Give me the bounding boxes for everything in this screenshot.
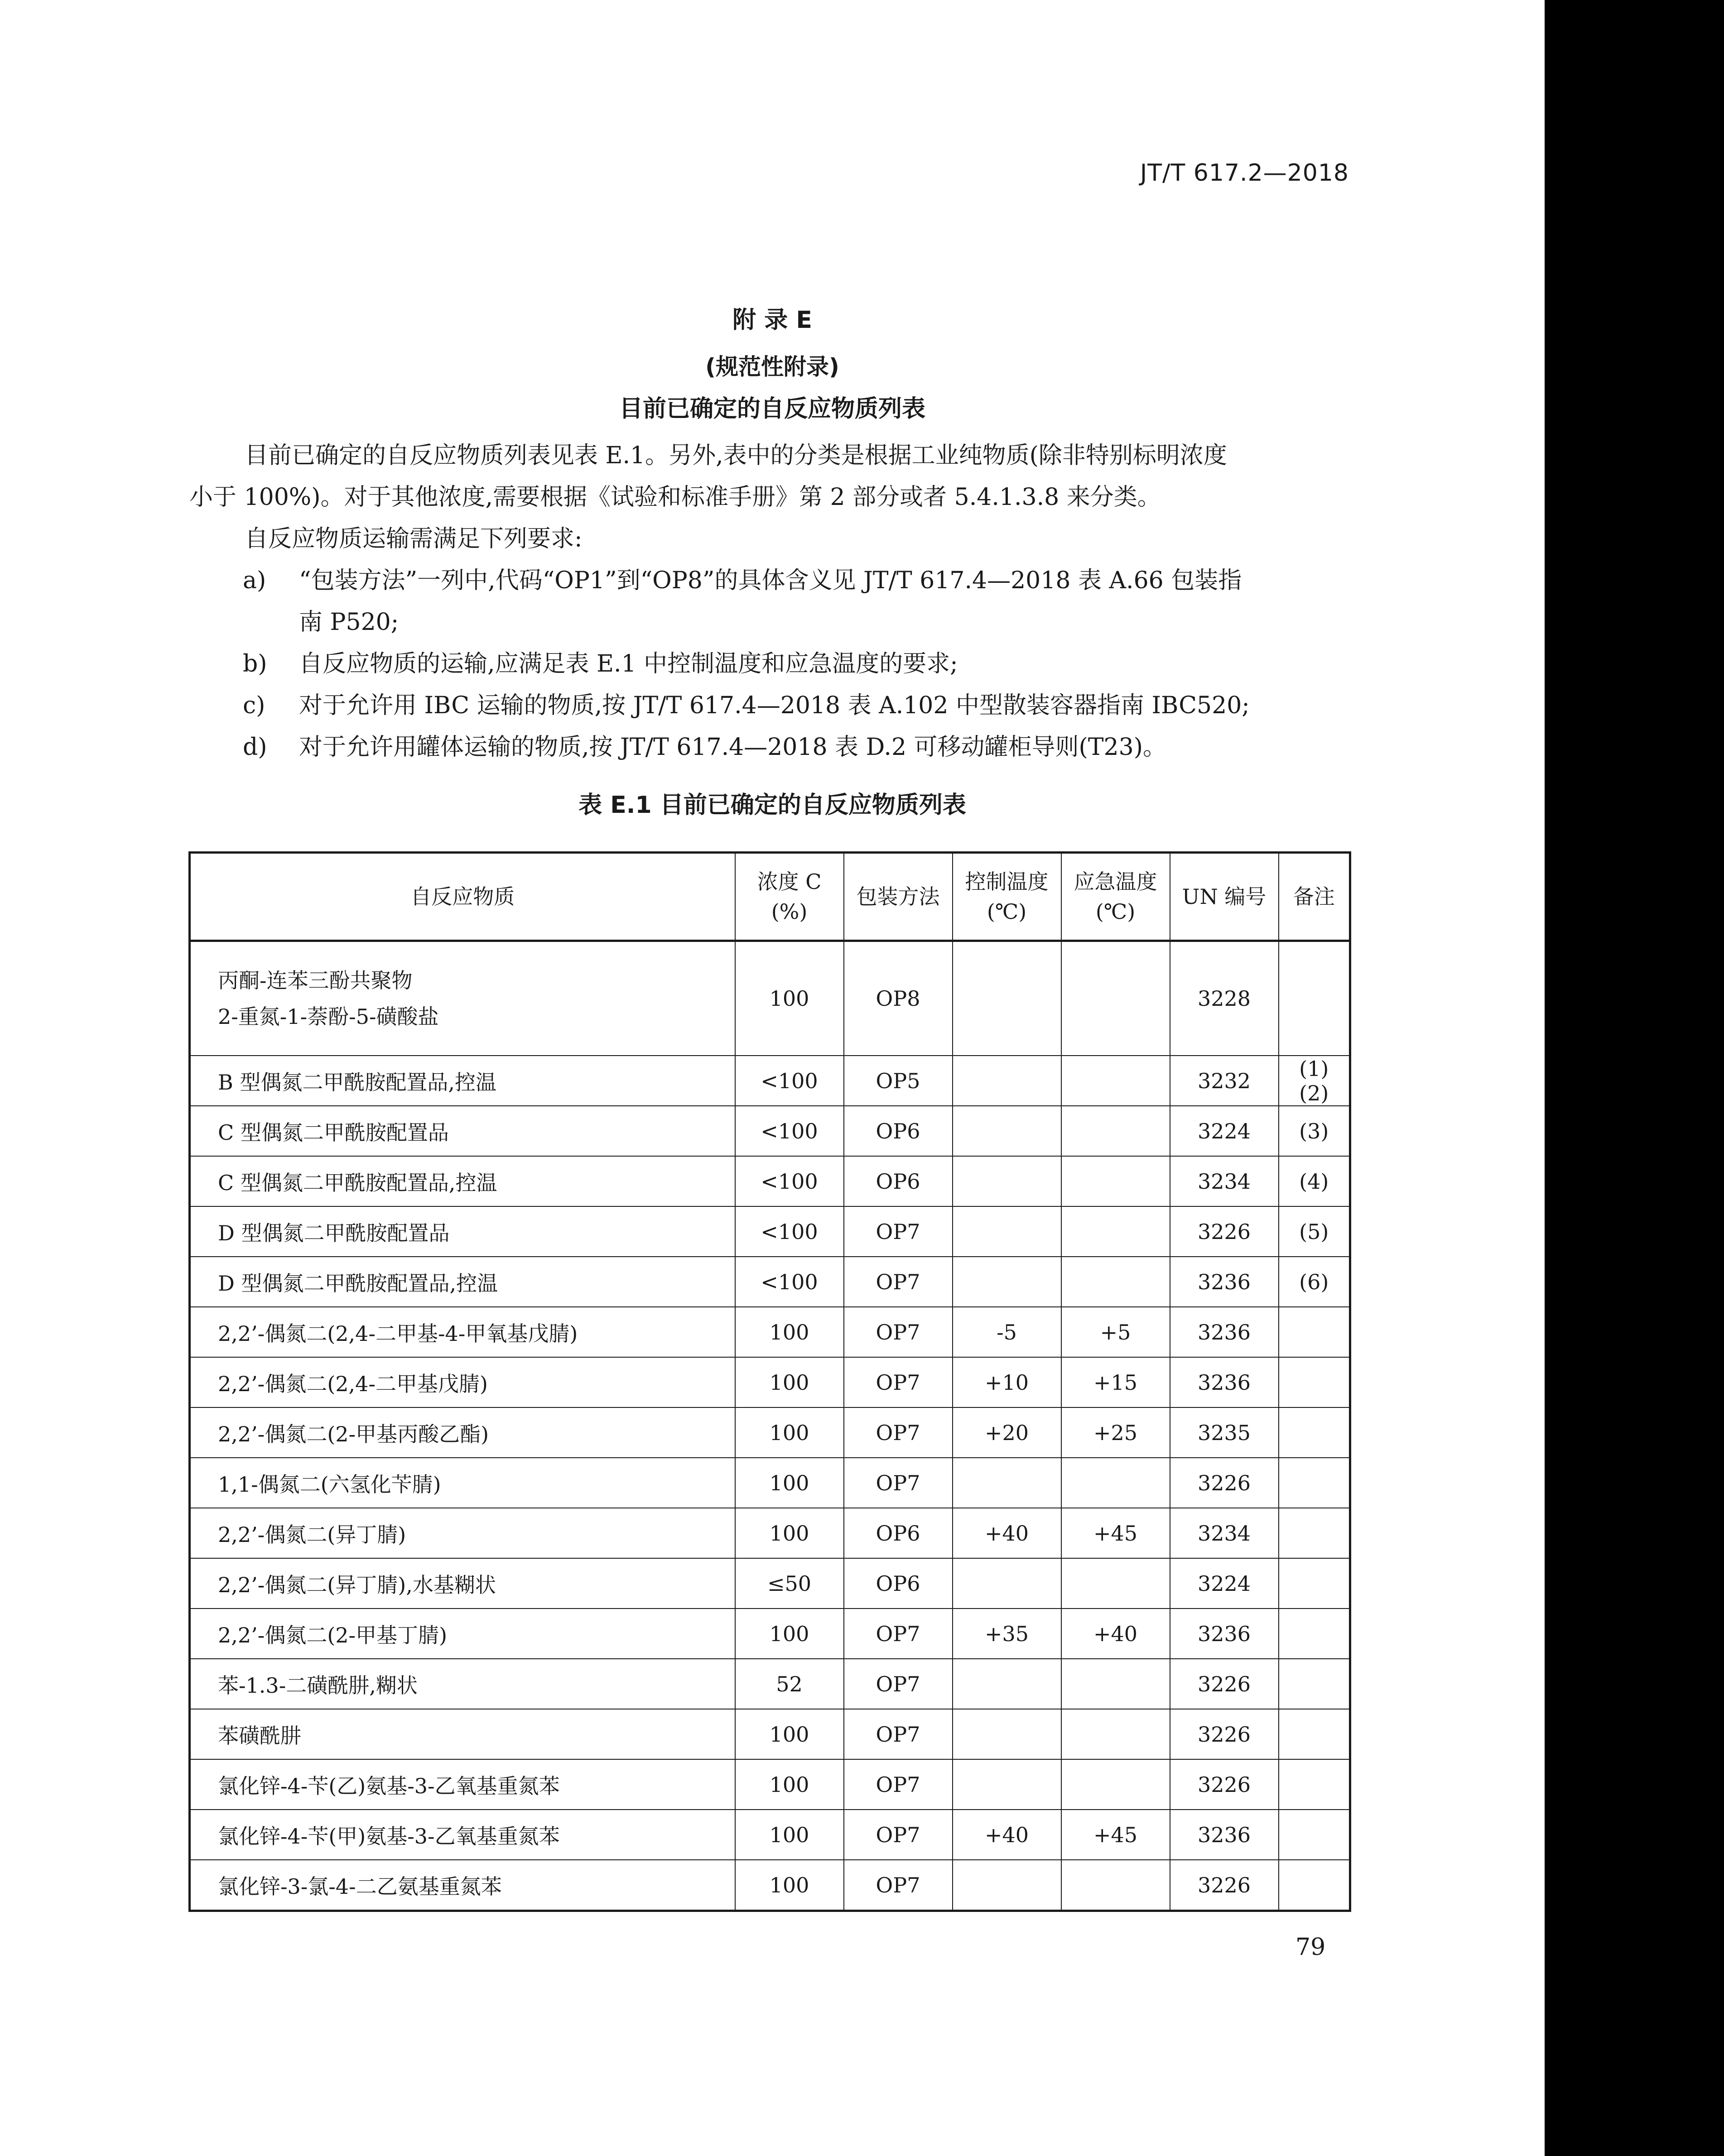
cell-remarks xyxy=(1279,1407,1350,1458)
cell-control-temp: +10 xyxy=(953,1357,1061,1407)
cell-control-temp xyxy=(953,941,1061,1056)
cell-concentration: 100 xyxy=(735,1458,844,1508)
cell-substance xyxy=(190,1709,735,1759)
table-row xyxy=(190,1810,1350,1860)
cell-control-temp: +35 xyxy=(953,1609,1061,1659)
cell-control-temp: +40 xyxy=(953,1508,1061,1558)
cell-substance xyxy=(190,1609,735,1659)
cell-substance xyxy=(190,1156,735,1206)
substance-name-line: 2-重氮-1-萘酚-5-磺酸盐 xyxy=(218,1004,439,1029)
cell-un-number: 3224 xyxy=(1170,1558,1279,1609)
cell-control-temp: -5 xyxy=(953,1307,1061,1357)
table-row xyxy=(190,1106,1350,1156)
table-row xyxy=(190,1056,1350,1106)
cell-emergency-temp xyxy=(1061,1659,1170,1709)
table-row xyxy=(190,1609,1350,1659)
cell-control-temp xyxy=(953,1659,1061,1709)
cell-substance xyxy=(190,1257,735,1307)
table-row xyxy=(190,1156,1350,1206)
cell-un-number: 3236 xyxy=(1170,1257,1279,1307)
cell-concentration: 100 xyxy=(735,941,844,1056)
cell-packing-method: OP7 xyxy=(844,1860,953,1911)
cell-emergency-temp xyxy=(1061,1458,1170,1508)
substance-name-line: 氯化锌-4-苄(乙)氨基-3-乙氧基重氮苯 xyxy=(218,1773,560,1798)
cell-substance xyxy=(190,1759,735,1810)
cell-emergency-temp xyxy=(1061,1206,1170,1257)
cell-emergency-temp xyxy=(1061,1257,1170,1307)
substance-name-line: 2,2’-偶氮二(异丁腈) xyxy=(218,1522,406,1547)
cell-substance xyxy=(190,1206,735,1257)
table-row xyxy=(190,1860,1350,1911)
cell-control-temp xyxy=(953,1056,1061,1106)
table-row xyxy=(190,1206,1350,1257)
cell-concentration: 100 xyxy=(735,1609,844,1659)
table-row xyxy=(190,1759,1350,1810)
cell-remarks: (1)(2) xyxy=(1279,1056,1350,1106)
substance-name-line: 1,1-偶氮二(六氢化苄腈) xyxy=(218,1472,441,1497)
table-row xyxy=(190,1558,1350,1609)
table-row xyxy=(190,1458,1350,1508)
cell-emergency-temp: +45 xyxy=(1061,1810,1170,1860)
cell-emergency-temp xyxy=(1061,1709,1170,1759)
cell-remarks xyxy=(1279,1609,1350,1659)
cell-remarks: (3) xyxy=(1279,1106,1350,1156)
cell-control-temp: +40 xyxy=(953,1810,1061,1860)
cell-emergency-temp xyxy=(1061,1106,1170,1156)
cell-packing-method: OP8 xyxy=(844,941,953,1056)
cell-remarks: (6) xyxy=(1279,1257,1350,1307)
cell-remarks: (5) xyxy=(1279,1206,1350,1257)
cell-packing-method: OP7 xyxy=(844,1609,953,1659)
cell-packing-method: OP7 xyxy=(844,1458,953,1508)
substance-name-line: C 型偶氮二甲酰胺配置品,控温 xyxy=(218,1170,497,1195)
cell-remarks xyxy=(1279,1860,1350,1911)
cell-remarks xyxy=(1279,1458,1350,1508)
cell-emergency-temp: +45 xyxy=(1061,1508,1170,1558)
cell-concentration: <100 xyxy=(735,1056,844,1106)
cell-un-number: 3226 xyxy=(1170,1759,1279,1810)
substance-name-line: D 型偶氮二甲酰胺配置品,控温 xyxy=(218,1271,498,1296)
requirement-c-line-1: 对于允许用 IBC 运输的物质,按 JT/T 617.4—2018 表 A.102 中型散装容器指南 IBC520; xyxy=(299,692,1250,719)
cell-concentration: 100 xyxy=(735,1357,844,1407)
col-header-concentration: 浓度 C (%) xyxy=(735,853,844,941)
appendix-heading: 目前已确定的自反应物质列表 xyxy=(619,395,925,423)
cell-remarks xyxy=(1279,1709,1350,1759)
substance-name-line: 氯化锌-3-氯-4-二乙氨基重氮苯 xyxy=(218,1874,502,1899)
cell-substance xyxy=(190,1357,735,1407)
substance-name-line: 苯-1.3-二磺酰肼,糊状 xyxy=(218,1673,418,1698)
black-margin-band xyxy=(1545,0,1724,2156)
substance-name-line: D 型偶氮二甲酰胺配置品 xyxy=(218,1220,450,1245)
cell-emergency-temp xyxy=(1061,1759,1170,1810)
cell-packing-method: OP7 xyxy=(844,1659,953,1709)
cell-un-number: 3224 xyxy=(1170,1106,1279,1156)
substance-name-line: 氯化锌-4-苄(甲)氨基-3-乙氧基重氮苯 xyxy=(218,1824,560,1849)
substance-name-line: 2,2’-偶氮二(2-甲基丙酸乙酯) xyxy=(218,1421,489,1446)
standard-code: JT/T 617.2—2018 xyxy=(1140,159,1349,187)
table-row xyxy=(190,1709,1350,1759)
col-header-un-number: UN 编号 xyxy=(1170,853,1279,941)
requirement-b-line-1: 自反应物质的运输,应满足表 E.1 中控制温度和应急温度的要求; xyxy=(299,650,958,677)
cell-concentration: 100 xyxy=(735,1508,844,1558)
cell-substance xyxy=(190,1508,735,1558)
appendix-title: 附 录 E xyxy=(732,307,812,334)
appendix-type: (规范性附录) xyxy=(705,354,839,380)
cell-emergency-temp: +15 xyxy=(1061,1357,1170,1407)
requirement-label-b: b) xyxy=(243,650,267,677)
cell-concentration: ≤50 xyxy=(735,1558,844,1609)
cell-packing-method: OP7 xyxy=(844,1206,953,1257)
cell-remarks xyxy=(1279,1558,1350,1609)
cell-concentration: 100 xyxy=(735,1407,844,1458)
cell-concentration: 52 xyxy=(735,1659,844,1709)
cell-un-number: 3226 xyxy=(1170,1206,1279,1257)
cell-un-number: 3226 xyxy=(1170,1458,1279,1508)
cell-substance xyxy=(190,1307,735,1357)
cell-concentration: <100 xyxy=(735,1106,844,1156)
requirement-label-c: c) xyxy=(243,692,265,719)
col-header-control-temp: 控制温度 (℃) xyxy=(953,853,1061,941)
substance-name-line: 2,2’-偶氮二(2-甲基丁腈) xyxy=(218,1623,448,1647)
cell-un-number: 3226 xyxy=(1170,1860,1279,1911)
cell-un-number: 3235 xyxy=(1170,1407,1279,1458)
substance-name-line: 2,2’-偶氮二(2,4-二甲基戊腈) xyxy=(218,1371,488,1396)
cell-remarks xyxy=(1279,1759,1350,1810)
cell-emergency-temp xyxy=(1061,1860,1170,1911)
cell-control-temp xyxy=(953,1759,1061,1810)
substance-name-line: B 型偶氮二甲酰胺配置品,控温 xyxy=(218,1070,497,1095)
table-row xyxy=(190,1659,1350,1709)
cell-packing-method: OP7 xyxy=(844,1709,953,1759)
cell-control-temp: +20 xyxy=(953,1407,1061,1458)
cell-control-temp xyxy=(953,1257,1061,1307)
cell-packing-method: OP7 xyxy=(844,1257,953,1307)
substance-name-line: 2,2’-偶氮二(异丁腈),水基糊状 xyxy=(218,1572,496,1597)
cell-control-temp xyxy=(953,1106,1061,1156)
cell-substance xyxy=(190,1056,735,1106)
cell-un-number: 3226 xyxy=(1170,1709,1279,1759)
col-header-remarks: 备注 xyxy=(1279,853,1350,941)
cell-remarks xyxy=(1279,1508,1350,1558)
cell-un-number: 3236 xyxy=(1170,1307,1279,1357)
cell-substance xyxy=(190,1458,735,1508)
cell-un-number: 3232 xyxy=(1170,1056,1279,1106)
cell-concentration: <100 xyxy=(735,1257,844,1307)
intro-line-3: 自反应物质运输需满足下列要求: xyxy=(245,525,583,552)
cell-substance xyxy=(190,1558,735,1609)
cell-substance xyxy=(190,1106,735,1156)
cell-substance xyxy=(190,1659,735,1709)
cell-concentration: 100 xyxy=(735,1759,844,1810)
col-header-packing: 包装方法 xyxy=(844,853,953,941)
cell-substance xyxy=(190,1860,735,1911)
table-row xyxy=(190,1357,1350,1407)
cell-un-number: 3228 xyxy=(1170,941,1279,1056)
cell-packing-method: OP7 xyxy=(844,1759,953,1810)
table-row xyxy=(190,1407,1350,1458)
substance-name-line: 2,2’-偶氮二(2,4-二甲基-4-甲氧基戊腈) xyxy=(218,1321,578,1346)
cell-concentration: <100 xyxy=(735,1206,844,1257)
cell-packing-method: OP6 xyxy=(844,1156,953,1206)
cell-substance xyxy=(190,941,735,1056)
cell-un-number: 3234 xyxy=(1170,1156,1279,1206)
substance-name-line: 丙酮-连苯三酚共聚物 xyxy=(218,968,413,993)
requirement-label-a: a) xyxy=(243,567,266,594)
intro-line-2: 小于 100%)。对于其他浓度,需要根据《试验和标准手册》第 2 部分或者 5.4.1.3.8 来分类。 xyxy=(189,484,1161,511)
cell-emergency-temp: +40 xyxy=(1061,1609,1170,1659)
cell-packing-method: OP7 xyxy=(844,1307,953,1357)
cell-emergency-temp xyxy=(1061,941,1170,1056)
table-title: 表 E.1 目前已确定的自反应物质列表 xyxy=(578,792,966,819)
table-row xyxy=(190,1307,1350,1357)
cell-remarks xyxy=(1279,1659,1350,1709)
cell-control-temp xyxy=(953,1458,1061,1508)
substances-table xyxy=(188,851,1351,1912)
requirement-d-line-1: 对于允许用罐体运输的物质,按 JT/T 617.4—2018 表 D.2 可移动罐柜导则(T23)。 xyxy=(299,734,1166,761)
cell-control-temp xyxy=(953,1206,1061,1257)
cell-packing-method: OP5 xyxy=(844,1056,953,1106)
cell-concentration: 100 xyxy=(735,1307,844,1357)
intro-line-1: 目前已确定的自反应物质列表见表 E.1。另外,表中的分类是根据工业纯物质(除非特别标明浓度 xyxy=(245,442,1227,469)
cell-un-number: 3226 xyxy=(1170,1659,1279,1709)
substance-name-line: 苯磺酰肼 xyxy=(218,1723,301,1748)
cell-emergency-temp: +25 xyxy=(1061,1407,1170,1458)
requirement-a-line-1: “包装方法”一列中,代码“OP1”到“OP8”的具体含义见 JT/T 617.4—2018 表 A.66 包装指 xyxy=(299,567,1242,594)
table-row xyxy=(190,1257,1350,1307)
cell-emergency-temp xyxy=(1061,1156,1170,1206)
cell-remarks xyxy=(1279,1357,1350,1407)
table-header-row xyxy=(190,853,1350,941)
col-header-substance: 自反应物质 xyxy=(190,853,735,941)
cell-control-temp xyxy=(953,1558,1061,1609)
cell-control-temp xyxy=(953,1860,1061,1911)
col-header-emergency-temp: 应急温度 (℃) xyxy=(1061,853,1170,941)
cell-packing-method: OP7 xyxy=(844,1810,953,1860)
table-row xyxy=(190,1508,1350,1558)
cell-emergency-temp xyxy=(1061,1056,1170,1106)
substance-name-line: C 型偶氮二甲酰胺配置品 xyxy=(218,1120,449,1145)
cell-packing-method: OP7 xyxy=(844,1407,953,1458)
requirement-label-d: d) xyxy=(243,734,267,761)
cell-un-number: 3236 xyxy=(1170,1357,1279,1407)
cell-substance xyxy=(190,1407,735,1458)
cell-un-number: 3234 xyxy=(1170,1508,1279,1558)
cell-remarks xyxy=(1279,941,1350,1056)
cell-emergency-temp xyxy=(1061,1558,1170,1609)
cell-substance xyxy=(190,1810,735,1860)
table-row xyxy=(190,941,1350,1056)
cell-packing-method: OP6 xyxy=(844,1106,953,1156)
cell-concentration: 100 xyxy=(735,1810,844,1860)
cell-control-temp xyxy=(953,1156,1061,1206)
cell-concentration: 100 xyxy=(735,1709,844,1759)
cell-emergency-temp: +5 xyxy=(1061,1307,1170,1357)
cell-control-temp xyxy=(953,1709,1061,1759)
cell-packing-method: OP6 xyxy=(844,1558,953,1609)
page-number: 79 xyxy=(1295,1934,1326,1961)
requirement-a-line-2: 南 P520; xyxy=(299,609,399,636)
cell-remarks xyxy=(1279,1307,1350,1357)
cell-concentration: 100 xyxy=(735,1860,844,1911)
cell-un-number: 3236 xyxy=(1170,1810,1279,1860)
cell-remarks xyxy=(1279,1810,1350,1860)
cell-concentration: <100 xyxy=(735,1156,844,1206)
cell-packing-method: OP6 xyxy=(844,1508,953,1558)
cell-un-number: 3236 xyxy=(1170,1609,1279,1659)
cell-packing-method: OP7 xyxy=(844,1357,953,1407)
cell-remarks: (4) xyxy=(1279,1156,1350,1206)
